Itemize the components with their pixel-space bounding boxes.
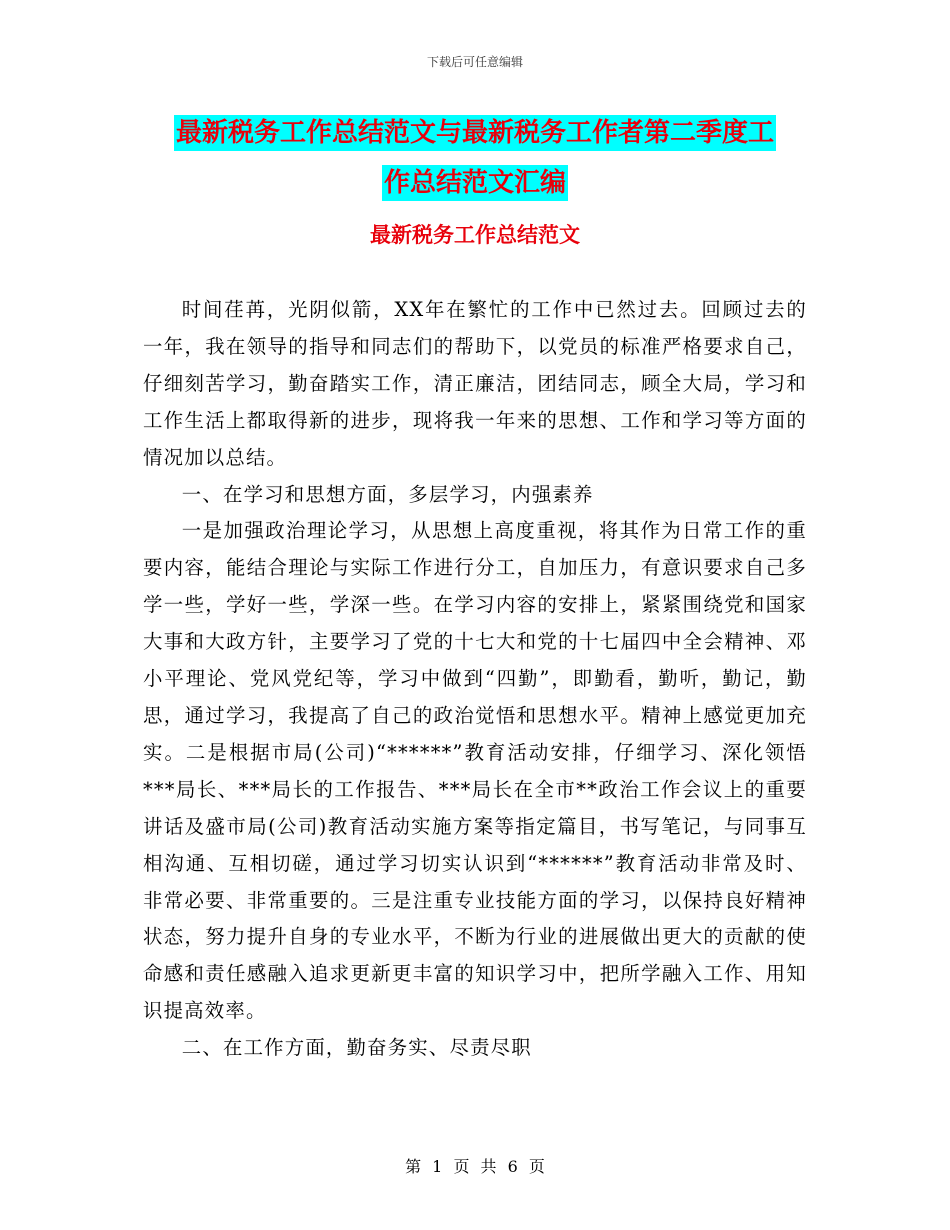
document-title-line-2: 作总结范文汇编 [382,165,568,201]
document-title-line-1: 最新税务工作总结范文与最新税务工作者第二季度工 [174,115,776,151]
header-note: 下载后可任意编辑 [426,55,523,69]
heading-study-and-thought: 一、在学习和思想方面，多层学习，内强素养 [181,482,594,506]
heading-work: 二、在工作方面，勤奋务实、尽责尽职 [181,1036,532,1060]
section-title: 最新税务工作总结范文 [370,222,580,247]
body-text [143,292,807,1067]
paragraph-study-details: 一是加强政治理论学习，从思想上高度重视，将其作为日常工作的重要内容，能结合理论与实际工作进行分工，自加压力，有意识要求自己多学一些，学好一些，学深一些。在学习内容的安排上，紧紧围绕党和国家大事和大政方针，主要学习了党的十七大和党的十七届四中全会精神、邓小平理论、党风党纪等，学习中做到“四勤”，即勤看，勤听，勤记，勤思，通过学习，我提高了自己的政治觉悟和思想水平。精神上感觉更加充实。二是根据市局(公司)“******”教育活动安排，仔细学习、深化领悟***局长、***局长的工作报告、***局长在全市**政治工作会议上的重要讲话及盛市局(公司)教育活动实施方案等指定篇目，书写笔记，与同事互相沟通、互相切磋，通过学习切实认识到“******”教育活动非常及时、非常必要、非常重要的。三是注重专业技能方面的学习，以保持良好精神状态，努力提升自身的专业水平，不断为行业的进展做出更大的贡献的使命感和责任感融入追求更新更丰富的知识学习中，把所学融入工作、用知识提高效率。 [143,519,807,1023]
paragraph-intro: 时间荏苒，光阴似箭，XX年在繁忙的工作中已然过去。回顾过去的一年，我在领导的指导和同志们的帮助下，以党员的标准严格要求自己，仔细刻苦学习，勤奋踏实工作，清正廉洁，团结同志，顾全大局，学习和工作生活上都取得新的进步，现将我一年来的思想、工作和学习等方面的情况加以总结。 [143,298,807,469]
page-footer: 第 1 页 共 6 页 [405,1157,545,1176]
document-title [0,108,950,208]
